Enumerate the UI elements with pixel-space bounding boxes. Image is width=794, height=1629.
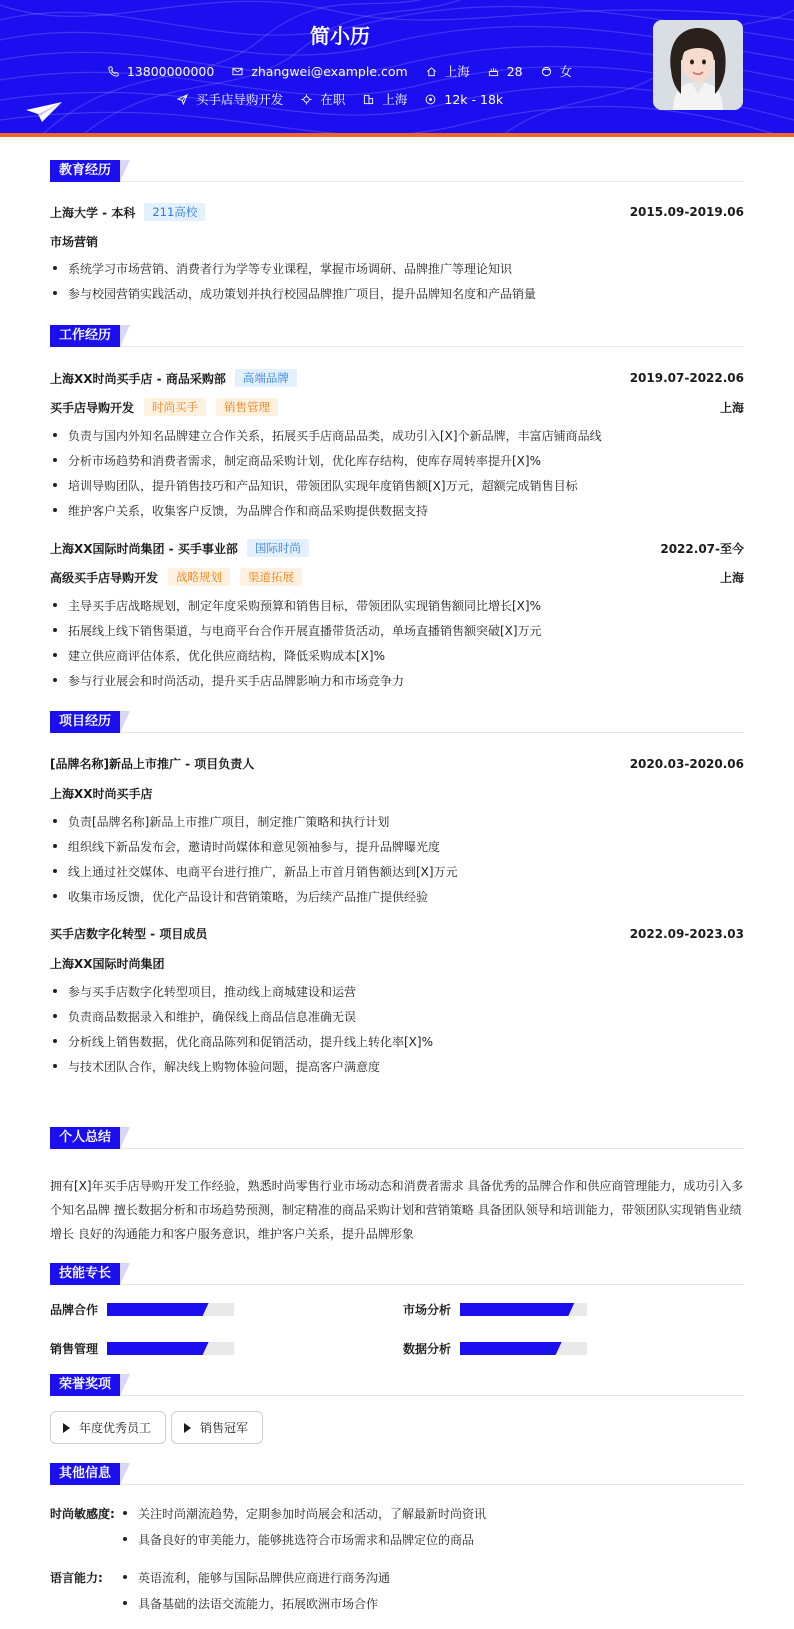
list-item: 培训导购团队，提升销售技巧和产品知识，带领团队实现年度销售额[X]万元，超额完成销售目标 xyxy=(50,477,744,494)
list-item: 系统学习市场营销、消费者行为学等专业课程，掌握市场调研、品牌推广等理论知识 xyxy=(50,260,744,277)
skill-name: 品牌合作 xyxy=(50,1303,99,1317)
list-item: 拓展线上线下销售渠道，与电商平台合作开展直播带货活动，单场直播销售额突破[X]万元 xyxy=(50,622,744,639)
list-item: 组织线下新品发布会，邀请时尚媒体和意见领袖参与，提升品牌曝光度 xyxy=(50,838,744,855)
project-org-row xyxy=(50,785,744,802)
work-date: 2019.07-2022.06 xyxy=(629,371,744,385)
age-item xyxy=(488,64,523,79)
salary-item xyxy=(425,92,503,107)
target-job-item xyxy=(177,90,284,108)
work-date: 2022.07-至今 xyxy=(660,541,744,556)
candidate-name: 简小历 xyxy=(310,24,370,48)
role-tag: 渠道拓展 xyxy=(240,568,302,586)
list-item: 收集市场反馈，优化产品设计和营销策略，为后续产品推广提供经验 xyxy=(50,888,744,905)
list-item: 与技术团队合作，解决线上购物体验问题，提高客户满意度 xyxy=(50,1058,744,1075)
section-skills xyxy=(50,1263,744,1285)
work-header xyxy=(50,369,744,387)
section-summary xyxy=(50,1127,744,1149)
section-work xyxy=(50,325,744,347)
school-name: 上海大学 - 本科 xyxy=(50,205,136,220)
send-icon xyxy=(177,94,188,105)
section-awards xyxy=(50,1374,744,1396)
section-title: 教育经历 xyxy=(50,160,120,182)
role-tag: 战略规划 xyxy=(168,568,230,586)
phone-icon xyxy=(108,66,119,77)
role: 买手店导购开发 xyxy=(50,400,135,415)
project-date: 2020.03-2020.06 xyxy=(629,756,744,771)
skill-bar xyxy=(460,1303,587,1316)
phone-text: 13800000000 xyxy=(126,63,215,79)
other-label: 时尚敏感度: xyxy=(50,1507,115,1521)
section-title: 荣誉奖项 xyxy=(50,1374,120,1396)
list-item: 参与行业展会和时尚活动，提升买手店品牌影响力和市场竞争力 xyxy=(50,672,744,689)
work-header xyxy=(50,539,744,557)
profile-photo xyxy=(653,20,743,110)
award-chip xyxy=(171,1411,263,1444)
project-org-row xyxy=(50,955,744,972)
work-role-row xyxy=(50,568,744,586)
list-item: 关注时尚潮流趋势，定期参加时尚展会和活动，了解最新时尚资讯 xyxy=(120,1505,486,1522)
list-item: 建立供应商评估体系，优化供应商结构，降低采购成本[X]% xyxy=(50,647,744,664)
list-item: 线上通过社交媒体、电商平台进行推广，新品上市首月销售额达到[X]万元 xyxy=(50,863,744,880)
target-city-text: 上海 xyxy=(382,92,408,107)
phone-item xyxy=(108,64,214,79)
salary-icon xyxy=(425,94,436,105)
city-item xyxy=(426,62,470,80)
education-header xyxy=(50,203,744,221)
skill-item xyxy=(403,1301,587,1318)
list-item: 维护客户关系，收集客户反馈，为品牌合作和商品采购提供数据支持 xyxy=(50,502,744,519)
header-accent-stripe xyxy=(0,133,794,137)
target-job-text: 买手店导购开发 xyxy=(195,92,284,107)
company-badge: 高端品牌 xyxy=(235,369,297,387)
work-location: 上海 xyxy=(719,400,744,415)
section-other xyxy=(50,1463,744,1485)
project-header xyxy=(50,755,744,772)
skill-item xyxy=(50,1340,234,1357)
company-name: 上海XX国际时尚集团 - 买手事业部 xyxy=(50,541,238,556)
work-role-row xyxy=(50,398,744,416)
list-item: 参与校园营销实践活动，成功策划并执行校园品牌推广项目，提升品牌知名度和产品销量 xyxy=(50,285,744,302)
list-item: 主导买手店战略规划，制定年度采购预算和销售目标，带领团队实现销售额同比增长[X]% xyxy=(50,597,744,614)
gender-text: 女 xyxy=(559,64,573,79)
skill-bar xyxy=(107,1303,234,1316)
project-org: 上海XX国际时尚集团 xyxy=(50,957,165,971)
section-education xyxy=(50,160,744,182)
project-title: 买手店数字化转型 - 项目成员 xyxy=(50,927,208,941)
summary-text: 拥有[X]年买手店导购开发工作经验，熟悉时尚零售行业市场动态和消费者需求 具备优秀的品牌合作和供应商管理能力，成功引入多个知名品牌 擅长数据分析和市场趋势预测，制定精准的商品采购计划和营销策略 具备团队领导和培训能力，带领团队实现销售业绩增长 良好的沟通能力和客户服务意识，维护客户关系，提升品牌形象 xyxy=(50,1179,744,1241)
home-icon xyxy=(426,66,437,77)
status-icon xyxy=(301,94,312,105)
skill-bar-fill xyxy=(460,1342,562,1355)
gender-item xyxy=(541,62,573,80)
section-project xyxy=(50,711,744,733)
list-item: 英语流利，能够与国际品牌供应商进行商务沟通 xyxy=(120,1569,390,1586)
list-item: 分析线上销售数据，优化商品陈列和促销活动，提升线上转化率[X]% xyxy=(50,1033,744,1050)
education-date: 2015.09-2019.06 xyxy=(629,205,744,219)
section-title: 工作经历 xyxy=(50,325,120,347)
project-header xyxy=(50,925,744,942)
job-intent-row xyxy=(0,90,680,108)
major: 市场营销 xyxy=(50,235,99,249)
work-location: 上海 xyxy=(719,570,744,585)
person-icon xyxy=(541,66,552,77)
skill-name: 销售管理 xyxy=(50,1342,99,1356)
project-date: 2022.09-2023.03 xyxy=(629,926,744,941)
skill-bar xyxy=(460,1342,587,1355)
cake-icon xyxy=(488,66,499,77)
company-name: 上海XX时尚买手店 - 商品采购部 xyxy=(50,371,226,386)
award-label: 年度优秀员工 xyxy=(79,1421,152,1435)
skill-bar xyxy=(107,1342,234,1355)
email-item xyxy=(232,64,407,79)
target-city-item xyxy=(363,90,407,108)
play-icon xyxy=(63,1423,70,1433)
building-icon xyxy=(363,94,374,105)
skill-bar-fill xyxy=(107,1342,209,1355)
other-label: 语言能力: xyxy=(50,1571,103,1585)
skill-name: 数据分析 xyxy=(403,1342,452,1356)
role: 高级买手店导购开发 xyxy=(50,570,159,585)
education-major-row xyxy=(50,233,744,250)
list-item: 具备基础的法语交流能力，拓展欧洲市场合作 xyxy=(120,1595,378,1612)
section-title: 其他信息 xyxy=(50,1463,120,1485)
email-text: zhangwei@example.com xyxy=(251,63,408,79)
section-title: 技能专长 xyxy=(50,1263,120,1285)
contact-row xyxy=(0,62,680,80)
section-title: 项目经历 xyxy=(50,711,120,733)
company-badge: 国际时尚 xyxy=(247,539,309,557)
status-item xyxy=(301,90,345,108)
email-icon xyxy=(232,66,243,77)
list-item: 负责与国内外知名品牌建立合作关系，拓展买手店商品品类，成功引入[X]个新品牌，丰富店铺商品线 xyxy=(50,427,744,444)
skill-item xyxy=(50,1301,234,1318)
skill-bar-fill xyxy=(107,1303,209,1316)
salary-text: 12k - 18k xyxy=(444,91,504,107)
role-tag: 时尚买手 xyxy=(144,398,206,416)
award-chip xyxy=(50,1411,166,1444)
paper-plane-icon xyxy=(24,100,64,124)
role-tag: 销售管理 xyxy=(216,398,278,416)
resume-header xyxy=(0,0,794,137)
school-badge: 211高校 xyxy=(144,203,205,221)
list-item: 参与买手店数字化转型项目，推动线上商城建设和运营 xyxy=(50,983,744,1000)
status-text: 在职 xyxy=(320,92,346,107)
project-title: [品牌名称]新品上市推广 - 项目负责人 xyxy=(50,757,255,771)
list-item: 负责商品数据录入和维护，确保线上商品信息准确无误 xyxy=(50,1008,744,1025)
list-item: 分析市场趋势和消费者需求，制定商品采购计划，优化库存结构，使库存周转率提升[X]% xyxy=(50,452,744,469)
skill-item xyxy=(403,1340,587,1357)
award-label: 销售冠军 xyxy=(200,1421,249,1435)
age-text: 28 xyxy=(506,63,523,79)
skill-bar-fill xyxy=(460,1303,574,1316)
section-title: 个人总结 xyxy=(50,1127,120,1149)
list-item: 负责[品牌名称]新品上市推广项目，制定推广策略和执行计划 xyxy=(50,813,744,830)
skill-name: 市场分析 xyxy=(403,1303,452,1317)
list-item: 具备良好的审美能力，能够挑选符合市场需求和品牌定位的商品 xyxy=(120,1531,474,1548)
project-org: 上海XX时尚买手店 xyxy=(50,787,153,801)
city-text: 上海 xyxy=(444,64,470,79)
play-icon xyxy=(184,1423,191,1433)
